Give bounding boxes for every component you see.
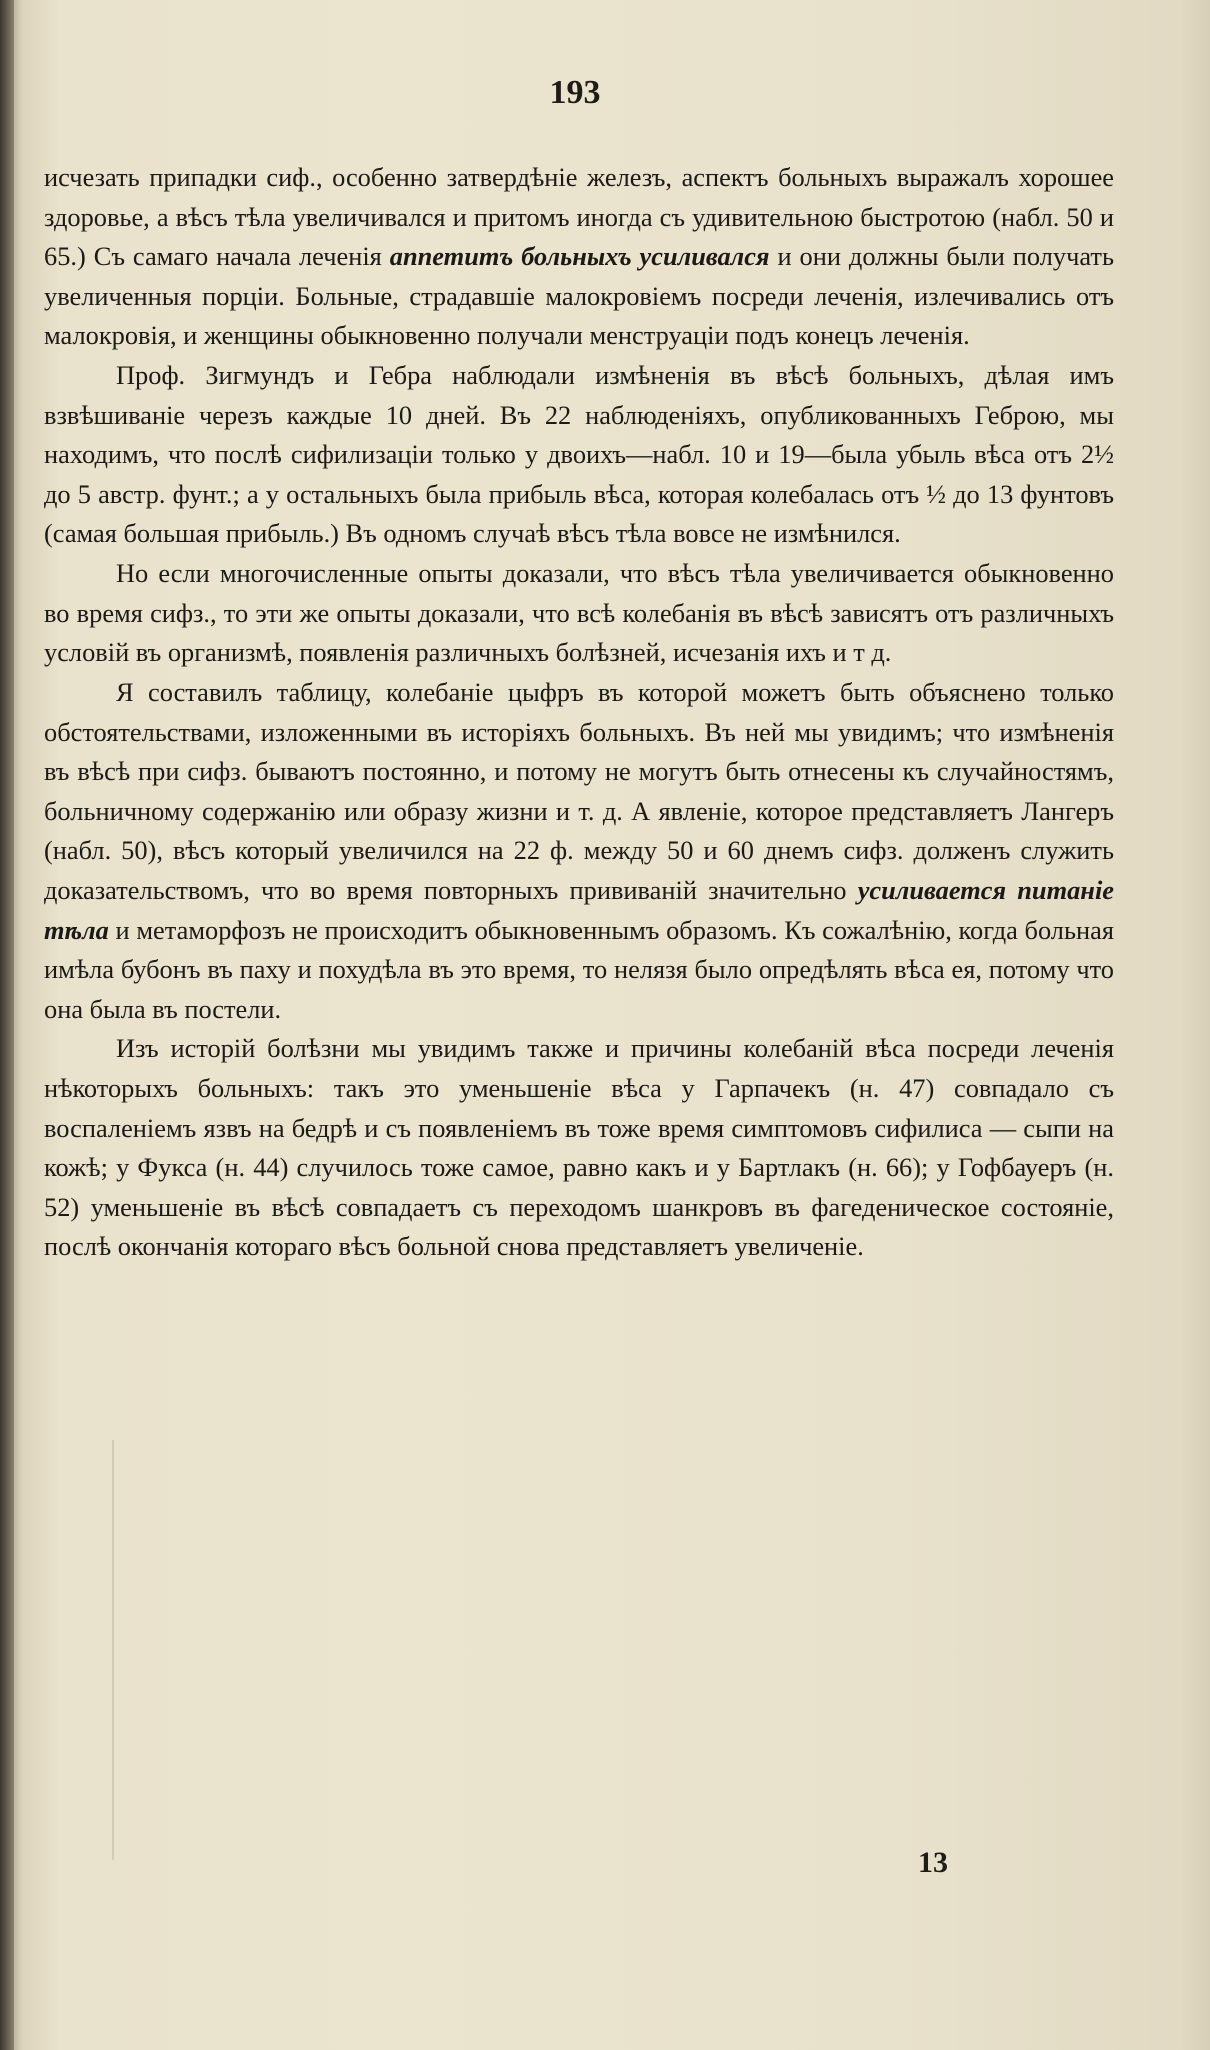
text-span: Я составилъ таблицу, колебаніе цыфръ въ которой можетъ быть объяснено только обстоятельствами, изложенными въ исторіяхъ больныхъ. Въ ней мы увидимъ; что измѣненія въ вѣсѣ при сифз. бываютъ постоянно, и потому не могутъ быть отнесены къ случайностямъ, больничному содержанію или образу жизни и т. д. А явленіе, которое представляетъ Лангеръ (набл. 50), вѣсъ который увеличился на 22 ф. между 50 и 60 днемъ сифз. долженъ служить доказательствомъ, что во время повторныхъ прививаній значительно — [44, 676, 1114, 905]
text-span: Но если многочисленные опыты доказали, что вѣсъ тѣла увеличивается обыкновенно во время сифз., то эти же опыты доказали, что всѣ колебанія въ вѣсѣ зависятъ отъ различныхъ условій въ организмѣ, появленія различныхъ болѣзней, исчезанія ихъ и т д. — [44, 558, 1114, 668]
page-number: 193 — [549, 74, 601, 111]
paragraph-5 — [44, 1029, 1114, 1267]
emphasis-span: аппетитъ больныхъ усиливался — [389, 241, 770, 272]
emphasis-span: усиливается питаніе тѣла — [44, 874, 1114, 945]
text-span: Проф. Зигмундъ и Гебра наблюдали измѣненія въ вѣсѣ больныхъ, дѣлая имъ взвѣшиваніе черезъ каждые 10 дней. Въ 22 наблюденіяхъ, опубликованныхъ Геброю, мы находимъ, что послѣ сифилизаціи только у двоихъ—набл. 10 и 19—была убыль вѣса отъ 2½ до 5 австр. фунт.; а у остальныхъ была прибыль вѣса, которая колебалась отъ ½ до 13 фунтовъ (самая большая прибыль.) Въ одномъ случаѣ вѣсъ тѣла вовсе не измѣнился. — [44, 360, 1114, 549]
body-text — [44, 158, 1114, 1267]
text-span: и метаморфозъ не происходитъ обыкновеннымъ образомъ. Къ сожалѣнію, когда больная имѣла бубонъ въ паху и похудѣла въ это время, то нелязя было опредѣлять вѣса ея, потому что она была въ постели. — [44, 914, 1114, 1024]
paragraph-2 — [44, 356, 1114, 554]
show-through-line — [112, 1440, 114, 1860]
paragraph-4 — [44, 673, 1114, 1029]
paragraph-3 — [44, 554, 1114, 673]
paragraph-1 — [44, 158, 1114, 356]
signature-mark: 13 — [918, 1846, 948, 1879]
text-span: и они должны были получать увеличенныя порціи. Больные, страдавшіе малокровіемъ посреди леченія, излечивались отъ малокровія, и женщины обыкновенно получали менструаціи подъ конецъ леченія. — [44, 241, 1114, 351]
text-span: исчезать припадки сиф., особенно затвердѣніе железъ, аспектъ больныхъ выражалъ хорошее здоровье, а вѣсъ тѣла увеличивался и притомъ иногда съ удивительною быстротою (набл. 50 и 65.) Съ самаго начала леченія — [44, 162, 1114, 272]
text-span: Изъ исторій болѣзни мы увидимъ также и причины колебаній вѣса посреди леченія нѣкоторыхъ больныхъ: такъ это уменьшеніе вѣса у Гарпачекъ (н. 47) совпадало съ воспаленіемъ язвъ на бедрѣ и съ появленіемъ въ тоже время симптомовъ сифилиса — сыпи на кожѣ; у Фукса (н. 44) случилось тоже самое, равно какъ и у Бартлакъ (н. 66); у Гофбауеръ (н. 52) уменьшеніе въ вѣсѣ совпадаетъ съ переходомъ шанкровъ въ фагеденическое состояніе, послѣ окончанія котораго вѣсъ больной снова представляетъ увеличеніе. — [44, 1033, 1114, 1262]
binding-gutter — [0, 0, 14, 2050]
